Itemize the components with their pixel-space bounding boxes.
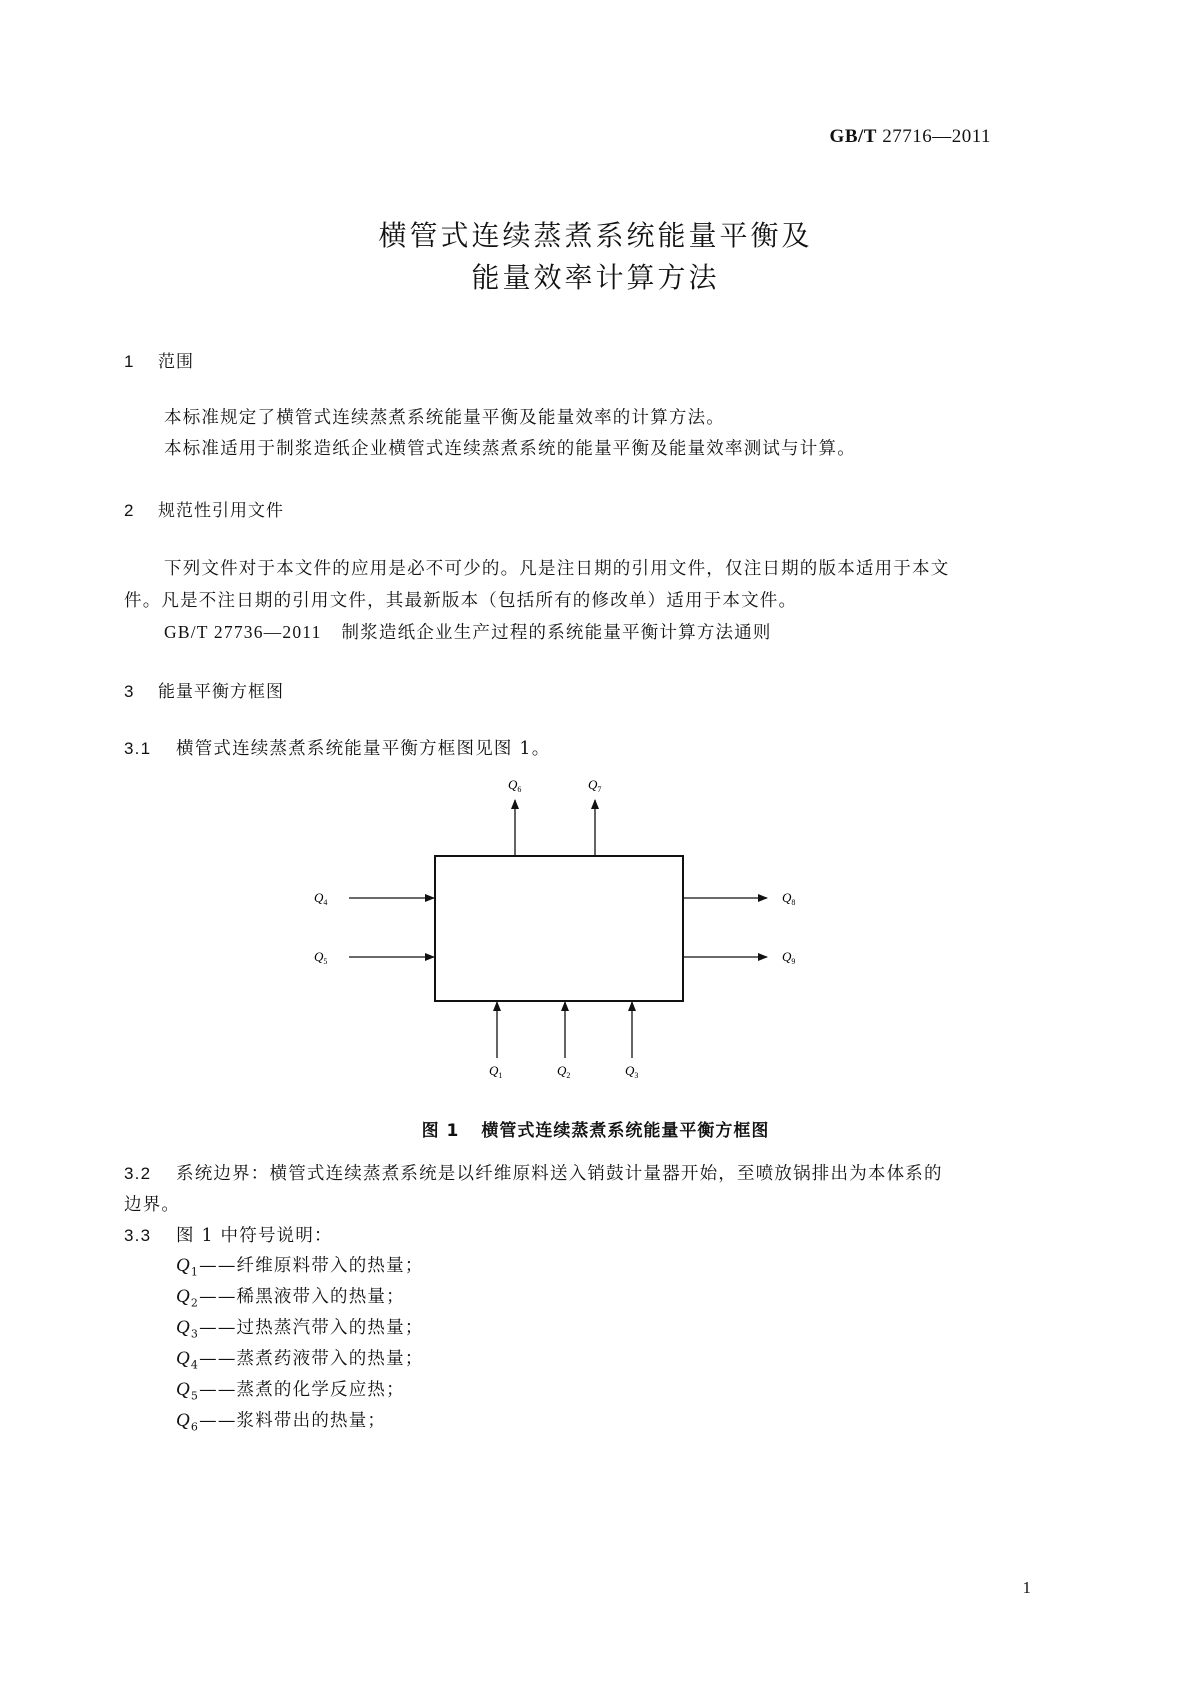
- section-2-paragraph-line1: 下列文件对于本文件的应用是必不可少的。凡是注日期的引用文件，仅注日期的版本适用于本文: [164, 559, 950, 579]
- section-2-paragraph-line2: 件。凡是不注日期的引用文件，其最新版本（包括所有的修改单）适用于本文件。: [124, 591, 798, 611]
- standard-number: 27716—2011: [882, 126, 991, 147]
- figure-title: 横管式连续蒸煮系统能量平衡方框图: [481, 1121, 770, 1141]
- symbol-description: ——过热蒸汽带入的热量；: [199, 1318, 424, 1338]
- page-number: 1: [1022, 1578, 1031, 1597]
- symbol: Q: [176, 1255, 191, 1276]
- symbol-description: ——蒸煮的化学反应热；: [199, 1380, 405, 1400]
- symbol-description: ——稀黑液带入的热量；: [199, 1287, 405, 1307]
- symbol: Q: [176, 1286, 191, 1307]
- q8-label: $Q_8$: [782, 890, 796, 907]
- clause-text: 图 1 中符号说明：: [176, 1226, 333, 1246]
- q4-label: $Q_4$: [314, 890, 328, 907]
- clause-3-3: [124, 1222, 333, 1247]
- clause-number: 3.3: [124, 1226, 152, 1245]
- symbol: Q: [176, 1410, 191, 1431]
- symbol-item: $Q_6——$浆料带出的热量；: [176, 1410, 387, 1434]
- figure-number: 图 1: [421, 1121, 460, 1141]
- symbol-item: $Q_4——$蒸煮药液带入的热量；: [176, 1348, 424, 1372]
- q9-label: $Q_9$: [782, 949, 796, 966]
- clause-text: 横管式连续蒸煮系统能量平衡方框图见图 1。: [176, 739, 551, 759]
- section-title: 能量平衡方框图: [158, 682, 284, 702]
- clause-number: 3.2: [124, 1164, 152, 1183]
- q7-label: $Q_7$: [588, 777, 602, 794]
- document-title-line2: 能量效率计算方法: [471, 261, 720, 294]
- clause-number: 3.1: [124, 739, 152, 758]
- q6-label: $Q_6$: [508, 777, 522, 794]
- symbol-description: ——浆料带出的热量；: [199, 1411, 387, 1431]
- symbol-description: ——蒸煮药液带入的热量；: [199, 1349, 424, 1369]
- q2-label: $Q_2$: [557, 1063, 571, 1080]
- symbol-item: $Q_1——$纤维原料带入的热量；: [176, 1255, 424, 1279]
- figure-caption: [0, 1116, 1191, 1141]
- symbol: Q: [176, 1379, 191, 1400]
- clause-text: 系统边界：横管式连续蒸煮系统是以纤维原料送入销鼓计量器开始，至喷放锅排出为本体系的: [176, 1164, 943, 1184]
- reference-code: GB/T 27736—2011: [164, 622, 322, 642]
- section-1-paragraph-2: 本标准适用于制浆造纸企业横管式连续蒸煮系统的能量平衡及能量效率测试与计算。: [164, 439, 856, 459]
- standard-prefix: GB/T: [829, 126, 877, 147]
- reference-title: 制浆造纸企业生产过程的系统能量平衡计算方法通则: [341, 623, 772, 643]
- symbol: Q: [176, 1317, 191, 1338]
- document-title-line1: 横管式连续蒸煮系统能量平衡及: [378, 219, 813, 252]
- section-title: 规范性引用文件: [158, 501, 284, 521]
- symbol-item: $Q_3——$过热蒸汽带入的热量；: [176, 1317, 424, 1341]
- section-title: 范围: [158, 352, 194, 372]
- q3-label: $Q_3$: [625, 1063, 639, 1080]
- section-number: 1: [124, 352, 135, 371]
- symbol-item: $Q_2——$稀黑液带入的热量；: [176, 1286, 405, 1310]
- symbol: Q: [176, 1348, 191, 1369]
- q5-label: $Q_5$: [314, 949, 328, 966]
- symbol-item: $Q_5——$蒸煮的化学反应热；: [176, 1379, 405, 1403]
- symbol-description: ——纤维原料带入的热量；: [199, 1256, 424, 1276]
- section-number: 3: [124, 682, 135, 701]
- clause-3-2-continued: 边界。: [124, 1195, 181, 1215]
- section-1-paragraph-1: 本标准规定了横管式连续蒸煮系统能量平衡及能量效率的计算方法。: [164, 408, 725, 428]
- clause-3-2: [124, 1160, 943, 1185]
- q1-label: $Q_1$: [489, 1063, 503, 1080]
- section-number: 2: [124, 501, 135, 520]
- system-box: [435, 856, 683, 1001]
